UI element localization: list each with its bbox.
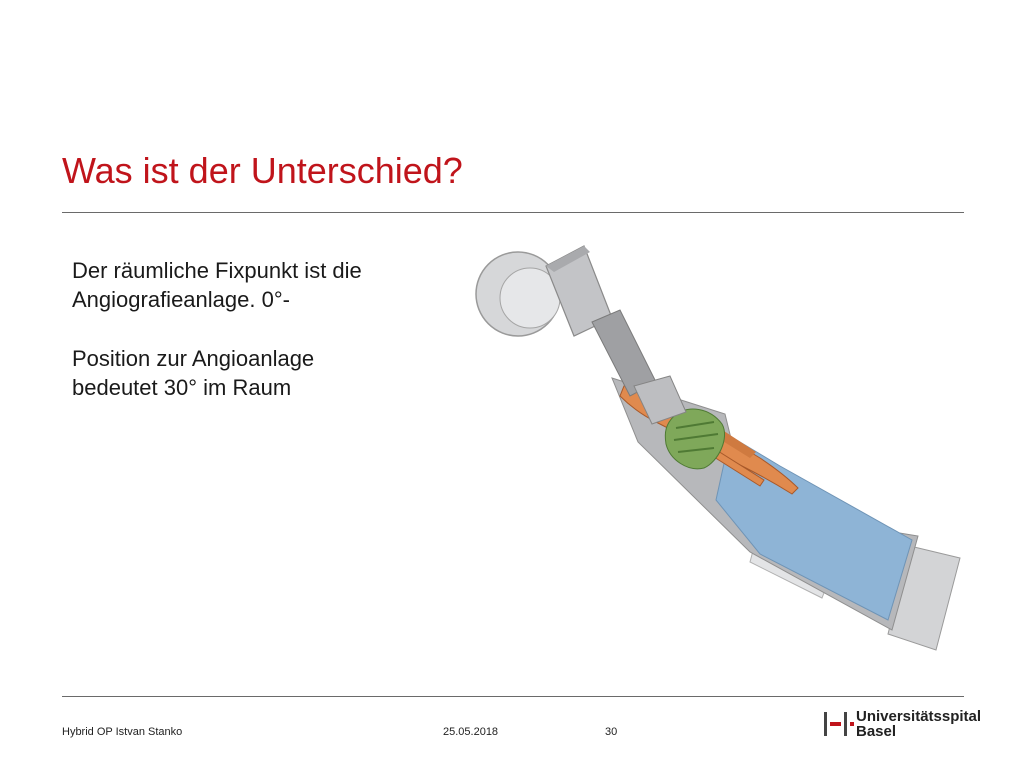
footer-date: 25.05.2018 xyxy=(443,726,499,738)
footer-presenter: Hybrid OP Istvan Stanko xyxy=(62,726,183,738)
title-divider xyxy=(62,212,964,213)
body-paragraph-1: Der räumliche Fixpunkt ist die Angiografieanlage. 0°- xyxy=(72,258,362,312)
c-arm-angiography-table-illustration xyxy=(460,236,970,656)
logo-mark-icon xyxy=(822,708,856,742)
logo-text xyxy=(856,709,981,739)
page-number: 30 xyxy=(605,726,618,738)
slide-body xyxy=(72,256,402,432)
body-paragraph-2: Position zur Angioanlage bedeutet 30° im Raum xyxy=(72,346,315,400)
slide-title: Was ist der Unterschied? xyxy=(62,150,463,191)
logo-line-1: Universitätsspital xyxy=(856,708,982,725)
universitaetsspital-basel-logo xyxy=(822,708,982,742)
footer-divider xyxy=(62,696,964,697)
logo-line-2: Basel xyxy=(856,723,897,740)
